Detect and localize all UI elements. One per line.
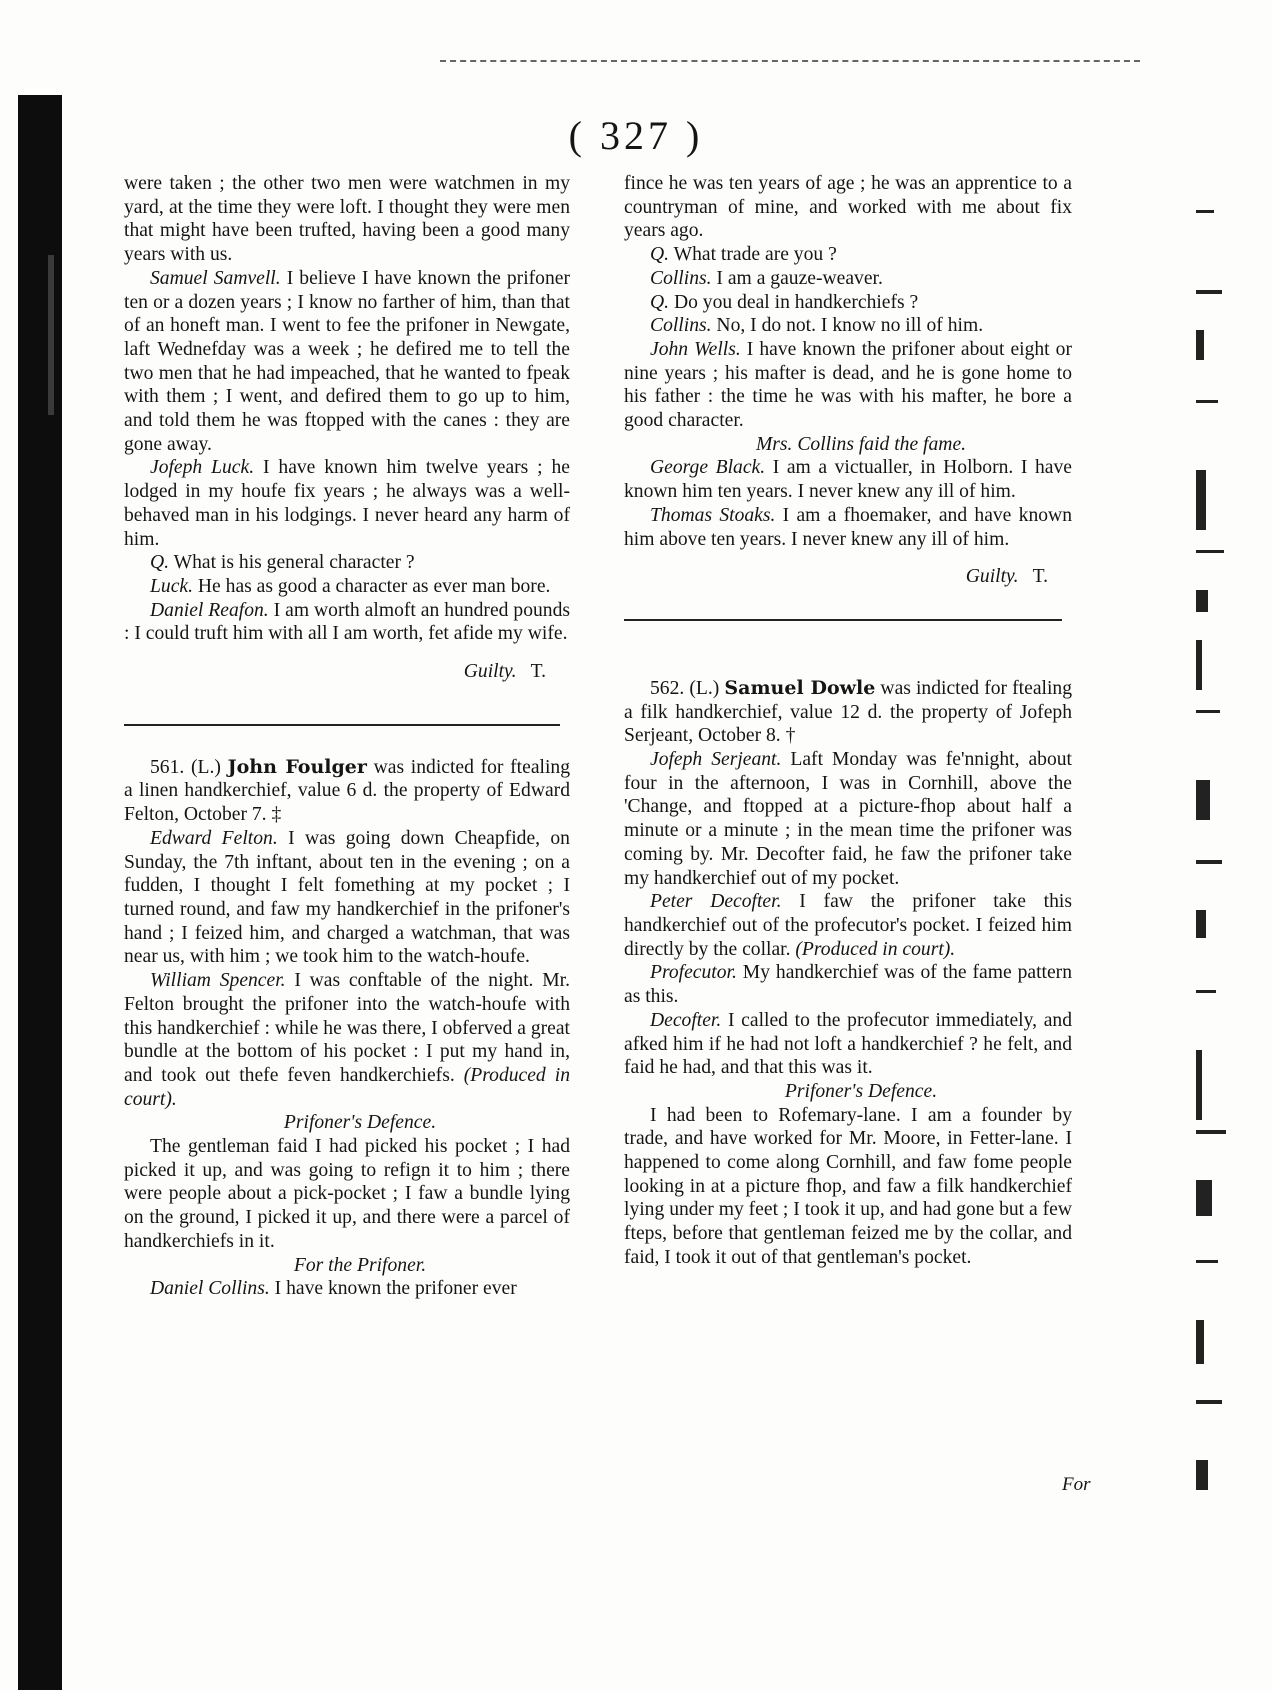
testimony (124, 267, 570, 457)
verdict-text: Guilty. (965, 566, 1019, 588)
speaker: Thomas Stoaks. (650, 504, 776, 526)
testimony (124, 1277, 570, 1301)
speaker: Decofter. (650, 1009, 722, 1031)
speaker: Jofeph Luck. (150, 457, 255, 479)
catchword: For (1062, 1474, 1091, 1495)
page-number: ( 327 ) (568, 113, 704, 158)
verdict (624, 565, 1048, 589)
testimony (624, 314, 1072, 338)
case-number: 561. (L.) (150, 756, 228, 778)
verdict-text: Guilty. (463, 661, 517, 683)
speaker: Q. (650, 291, 670, 313)
speaker: Peter Decofter. (650, 891, 782, 913)
defendant-name: Samuel Dowle (724, 676, 876, 699)
testimony (624, 456, 1072, 503)
testimony-text: I have known him twelve years ; he lodged in my houfe fix years ; he always was a well-behaved man in his lodgings. I never heard any harm of him. (124, 457, 570, 550)
speaker: Daniel Collins. (150, 1278, 270, 1300)
speaker: Jofeph Serjeant. (650, 749, 782, 771)
speaker: Collins. (650, 315, 712, 337)
speaker: Daniel Reafon. (150, 599, 269, 621)
scan-right-edge-noise (1196, 170, 1230, 1550)
testimony-text: I have known the prifoner about eight or nine years ; his mafter is dead, and he is gone home to his father : the time he was with his mafter, he bore a good character. (624, 338, 1072, 432)
testimony-text: He has as good a character as ever man bore. (193, 575, 551, 597)
testimony (624, 291, 1072, 315)
scan-left-edge (18, 95, 62, 1690)
section-divider (624, 619, 1062, 621)
speaker: John Wells. (650, 338, 741, 360)
court-note: (Produced in court). (124, 1064, 570, 1110)
testimony-text: No, I do not. I know no ill of him. (711, 315, 984, 337)
testimony-text: I called to the profecutor immediately, and afked him if he had not loft a handkerchief ? he felt, and faid he had, and that this was it. (624, 1009, 1072, 1079)
testimony (624, 243, 1072, 267)
defence-heading: Prifoner's Defence. (784, 1080, 938, 1102)
speaker: Q. (650, 244, 670, 266)
speaker: Collins. (650, 267, 712, 289)
testimony (624, 961, 1072, 1008)
testimony (124, 827, 570, 969)
case-heading (124, 756, 570, 827)
sentence-mark: T. (1032, 566, 1048, 588)
speaker: Q. (150, 552, 170, 574)
testimony (624, 267, 1072, 291)
note-same: Mrs. Collins faid the fame. (755, 433, 967, 455)
speaker: William Spencer. (150, 970, 286, 992)
case-number: 562. (L.) (650, 677, 725, 699)
testimony (124, 599, 570, 646)
testimony-text: I was conftable of the night. Mr. Felton brought the prifoner into the watch-houfe with this handkerchief : while he was there, I obferved a great bundle at the bottom of his pocket : I put my hand in, and took out thefe feven handkerchiefs. (124, 970, 570, 1086)
defendant-name: John Foulger (227, 755, 367, 778)
case-text: was indicted for ftealing a filk handkerchief, value 12 d. the property of Jofeph Serjeant, October 8. † (624, 677, 1072, 747)
left-column (124, 172, 570, 1301)
testimony-text: I faw the prifoner take this handkerchief out of the profecutor's pocket. I feized him directly by the collar. (624, 891, 1072, 960)
testimony (124, 575, 570, 599)
scan-top-rule (440, 60, 1140, 62)
testimony (124, 969, 570, 1111)
paragraph: were taken ; the other two men were watchmen in my yard, at the time they were loft. I thought they were men that might have been trufted, having been a good many years with us. (124, 173, 570, 266)
defence-text: I had been to Rofemary-lane. I am a founder by trade, and have worked for Mr. Moore, in Fetter-lane. I happened to come along Cornhill, and faw fome people looking in at a picture fhop, and faw a filk handkerchief lying under my feet ; I took it up, and had gone but a few fteps, before that gentleman feized me by the collar, and faid, I took it out of that gentleman's pocket. (624, 1104, 1072, 1268)
testimony (624, 338, 1072, 433)
speaker: Samuel Samvell. (150, 267, 281, 289)
testimony (124, 551, 570, 575)
testimony (124, 456, 570, 551)
right-column (624, 172, 1072, 1270)
testimony-text: Do you deal in handkerchiefs ? (669, 291, 919, 313)
testimony-text: I have known the prifoner ever (269, 1278, 517, 1300)
defence-heading: Prifoner's Defence. (283, 1112, 437, 1134)
case-heading (624, 677, 1072, 748)
testimony-text: I believe I have known the prifoner ten or a dozen years ; I know no farther of him, than that of an honeft man. I went to fee the prifoner in Newgate, laft Wednefday was a week ; he defired me to tell the two men that he had impeached, that he wanted to fpeak with them ; I went, and defired them to go up to him, and told them he was ftopped with the canes : they are gone away. (124, 267, 570, 455)
speaker: Luck. (150, 575, 193, 597)
testimony-text: What trade are you ? (669, 244, 837, 266)
speaker: Profecutor. (650, 962, 737, 984)
testimony-text: Laft Monday was fe'nnight, about four in the afternoon, I was in Cornhill, above the 'Change, and ftopped at a picture-fhop about half a minute or a minute ; in the mean time the prifoner was coming by. Mr. Decofter faid, he faw the prifoner take my handkerchief out of my pocket. (624, 749, 1072, 889)
testimony-text: What is his general character ? (169, 552, 415, 574)
testimony (624, 1009, 1072, 1080)
sentence-mark: T. (530, 661, 546, 683)
for-prisoner-heading: For the Prifoner. (293, 1254, 427, 1276)
testimony (624, 890, 1072, 961)
testimony-text: I am a gauze-weaver. (711, 267, 883, 289)
paragraph: fince he was ten years of age ; he was an apprentice to a countryman of mine, and worked with me about fix years ago. (624, 173, 1072, 242)
verdict (124, 660, 546, 684)
testimony (624, 748, 1072, 890)
testimony-text: I was going down Cheapfide, on Sunday, the 7th inftant, about ten in the evening ; on a fudden, I thought I felt fomething at my pocket ; I turned round, and faw my handkerchief in the prifoner's hand ; I feized him, and charged a watchman, that was near us, with him ; we took him to the watch-houfe. (124, 827, 570, 968)
court-note: (Produced in court). (790, 938, 956, 960)
testimony-text: I am worth almoft an hundred pounds : I could truft him with all I am worth, fet afide my wife. (124, 599, 571, 645)
testimony (624, 504, 1072, 551)
testimony-text: I am a victualler, in Holborn. I have known him ten years. I never knew any ill of him. (624, 457, 1072, 503)
testimony-text: I am a fhoemaker, and have known him above ten years. I never knew any ill of him. (624, 504, 1072, 550)
speaker: Edward Felton. (150, 827, 278, 849)
testimony-text: My handkerchief was of the fame pattern as this. (624, 962, 1072, 1008)
speaker: George Black. (650, 457, 766, 479)
section-divider (124, 724, 560, 726)
case-text: was indicted for ftealing a linen handkerchief, value 6 d. the property of Edward Felton, October 7. ‡ (124, 756, 570, 826)
defence-text: The gentleman faid I had picked his pocket ; I had picked it up, and was going to refign it to him ; there were people about a pick-pocket ; I faw a bundle lying on the ground, I picked it up, and there were a parcel of handkerchiefs in it. (124, 1136, 570, 1252)
